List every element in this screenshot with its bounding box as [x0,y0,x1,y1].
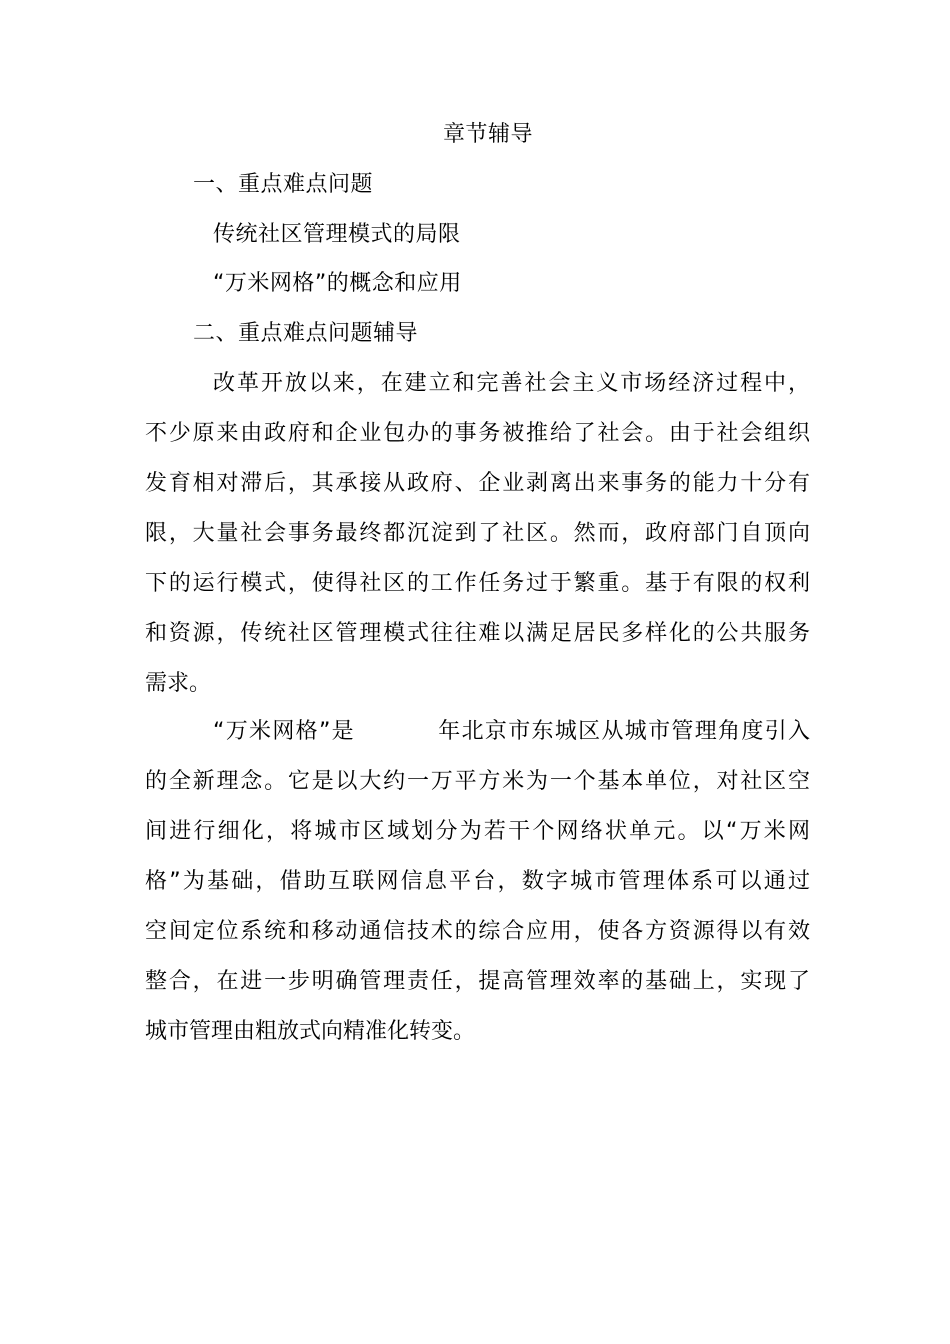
paragraph-line: 整合，在进一步明确管理责任，提高管理效率的基础上，实现了 [145,969,810,994]
paragraph-line: 改革开放以来，在建立和完善社会主义市场经济过程中， [213,371,810,396]
paragraph-line: 和资源，传统社区管理模式往往难以满足居民多样化的公共服务 [145,621,810,646]
paragraph-line: 城市管理由粗放式向精准化转变。 [145,1019,476,1044]
paragraph-reform [145,369,810,719]
paragraph-line: 间进行细化，将城市区域划分为若干个网络状单元。以“万米网 [145,819,810,844]
paragraph-line-end: 年北京市东城区从城市管理角度引入 [436,719,810,744]
paragraph-line: 下的运行模式，使得社区的工作任务过于繁重。基于有限的权利 [145,571,810,596]
list-item: “万米网格”的概念和应用 [213,271,462,296]
paragraph-line-start: “万米网格”是 [213,719,355,744]
paragraph-line: 不少原来由政府和企业包办的事务被推给了社会。由于社会组织 [145,421,810,446]
paragraph-line [145,717,810,767]
page-title: 章节辅导 [443,122,534,147]
list-item: 传统社区管理模式的局限 [213,222,461,247]
paragraph-line: 需求。 [145,671,212,696]
paragraph-line: 格”为基础，借助互联网信息平台，数字城市管理体系可以通过 [145,869,810,894]
paragraph-grid-concept [145,717,810,1067]
section-heading-2: 二、重点难点问题辅导 [193,321,419,346]
paragraph-line: 的全新理念。它是以大约一万平方米为一个基本单位，对社区空 [145,769,810,794]
paragraph-line: 空间定位系统和移动通信技术的综合应用，使各方资源得以有效 [145,919,810,944]
paragraph-line: 发育相对滞后，其承接从政府、企业剥离出来事务的能力十分有 [145,471,810,496]
paragraph-line: 限，大量社会事务最终都沉淀到了社区。然而，政府部门自顶向 [145,521,810,546]
section-heading-1: 一、重点难点问题 [193,172,374,197]
